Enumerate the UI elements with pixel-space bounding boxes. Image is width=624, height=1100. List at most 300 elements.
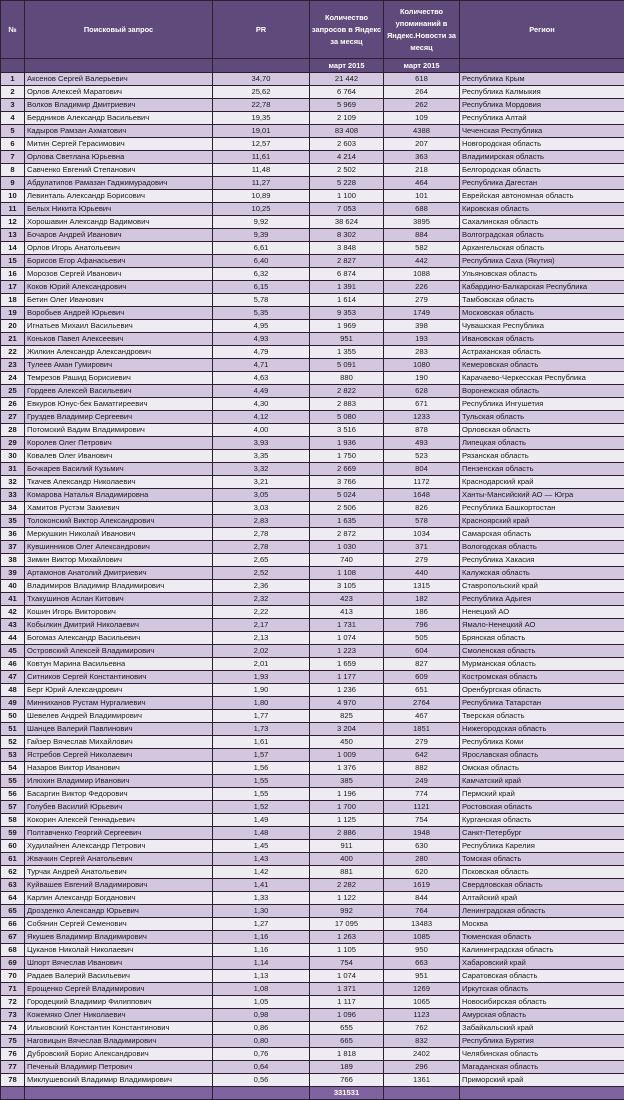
mentions-value: 1088 (384, 268, 460, 281)
mentions-value: 620 (384, 866, 460, 879)
row-number: 68 (1, 944, 25, 957)
row-number: 47 (1, 671, 25, 684)
query-name: Кожемяко Олег Николаевич (25, 1009, 213, 1022)
table-row (1, 138, 624, 151)
table-row (1, 697, 624, 710)
query-name: Худилайнен Александр Петрович (25, 840, 213, 853)
row-number: 44 (1, 632, 25, 645)
pr-value: 1,41 (213, 879, 310, 892)
region-name: Ханты-Мансийский АО — Югра (460, 489, 624, 502)
region-name: Республика Ингушетия (460, 398, 624, 411)
query-name: Басаргин Виктор Федорович (25, 788, 213, 801)
query-name: Тхакушинов Аслан Китович (25, 593, 213, 606)
requests-value: 2 827 (310, 255, 384, 268)
region-name: Омская область (460, 762, 624, 775)
query-name: Минниханов Рустам Нургалиевич (25, 697, 213, 710)
requests-value: 6 764 (310, 86, 384, 99)
mentions-value: 442 (384, 255, 460, 268)
requests-value: 5 228 (310, 177, 384, 190)
mentions-value: 1034 (384, 528, 460, 541)
table-row (1, 619, 624, 632)
query-name: Голубев Василий Юрьевич (25, 801, 213, 814)
query-name: Коков Юрий Александрович (25, 281, 213, 294)
region-name: Ярославская область (460, 749, 624, 762)
requests-value: 754 (310, 957, 384, 970)
requests-value: 2 502 (310, 164, 384, 177)
table-row (1, 333, 624, 346)
mentions-value: 878 (384, 424, 460, 437)
requests-value: 911 (310, 840, 384, 853)
requests-value: 880 (310, 372, 384, 385)
query-name: Островский Алексей Владимирович (25, 645, 213, 658)
pr-value: 1,57 (213, 749, 310, 762)
mentions-value: 1172 (384, 476, 460, 489)
mentions-value: 950 (384, 944, 460, 957)
region-name: Воронежская область (460, 385, 624, 398)
pr-value: 10,25 (213, 203, 310, 216)
table-row (1, 892, 624, 905)
requests-value: 825 (310, 710, 384, 723)
pr-value: 4,00 (213, 424, 310, 437)
row-number: 43 (1, 619, 25, 632)
requests-value: 2 883 (310, 398, 384, 411)
pr-value: 1,80 (213, 697, 310, 710)
region-name: Республика Калмыкия (460, 86, 624, 99)
table-row (1, 658, 624, 671)
region-name: Республика Адыгея (460, 593, 624, 606)
mentions-value: 262 (384, 99, 460, 112)
region-name: Красноярский край (460, 515, 624, 528)
requests-value: 1 236 (310, 684, 384, 697)
pr-value: 1,55 (213, 788, 310, 801)
row-number: 75 (1, 1035, 25, 1048)
requests-value: 1 122 (310, 892, 384, 905)
row-number: 65 (1, 905, 25, 918)
table-row (1, 788, 624, 801)
mentions-value: 764 (384, 905, 460, 918)
totals-empty (460, 1087, 624, 1100)
pr-value: 4,49 (213, 385, 310, 398)
mentions-value: 832 (384, 1035, 460, 1048)
region-name: Оренбургская область (460, 684, 624, 697)
row-number: 78 (1, 1074, 25, 1087)
region-name: Архангельская область (460, 242, 624, 255)
region-name: Республика Мордовия (460, 99, 624, 112)
requests-value: 1 263 (310, 931, 384, 944)
table-row (1, 255, 624, 268)
mentions-value: 264 (384, 86, 460, 99)
region-name: Чувашская Республика (460, 320, 624, 333)
period-empty (25, 59, 213, 73)
region-name: Новгородская область (460, 138, 624, 151)
table-row (1, 827, 624, 840)
query-name: Хамитов Рустэм Закиевич (25, 502, 213, 515)
row-number: 17 (1, 281, 25, 294)
mentions-value: 226 (384, 281, 460, 294)
region-name: Брянская область (460, 632, 624, 645)
pr-value: 1,52 (213, 801, 310, 814)
pr-value: 2,83 (213, 515, 310, 528)
row-number: 63 (1, 879, 25, 892)
pr-value: 9,92 (213, 216, 310, 229)
query-name: Бетин Олег Иванович (25, 294, 213, 307)
table-row (1, 801, 624, 814)
mentions-value: 467 (384, 710, 460, 723)
query-name: Белых Никита Юрьевич (25, 203, 213, 216)
table-row (1, 957, 624, 970)
mentions-period: март 2015 (384, 59, 460, 73)
mentions-value: 618 (384, 73, 460, 86)
row-number: 13 (1, 229, 25, 242)
pr-value: 2,78 (213, 541, 310, 554)
region-name: Владимирская область (460, 151, 624, 164)
region-name: Псковская область (460, 866, 624, 879)
requests-value: 1 635 (310, 515, 384, 528)
row-number: 49 (1, 697, 25, 710)
requests-value: 1 818 (310, 1048, 384, 1061)
query-name: Дрозденко Александр Юрьевич (25, 905, 213, 918)
row-number: 50 (1, 710, 25, 723)
region-name: Республика Татарстан (460, 697, 624, 710)
requests-value: 38 624 (310, 216, 384, 229)
table-row (1, 1074, 624, 1087)
query-name: Богомаз Александр Васильевич (25, 632, 213, 645)
mentions-value: 207 (384, 138, 460, 151)
query-name: Савченко Евгений Степанович (25, 164, 213, 177)
query-name: Орлова Светлана Юрьевна (25, 151, 213, 164)
mentions-value: 1851 (384, 723, 460, 736)
table-row (1, 632, 624, 645)
row-number: 69 (1, 957, 25, 970)
region-name: Чеченская Республика (460, 125, 624, 138)
mentions-value: 13483 (384, 918, 460, 931)
table-row (1, 385, 624, 398)
mentions-value: 109 (384, 112, 460, 125)
table-row (1, 710, 624, 723)
requests-value: 1 731 (310, 619, 384, 632)
totals-empty (213, 1087, 310, 1100)
table-row (1, 515, 624, 528)
pr-value: 12,57 (213, 138, 310, 151)
row-number: 41 (1, 593, 25, 606)
mentions-value: 1315 (384, 580, 460, 593)
query-name: Илюхин Владимир Иванович (25, 775, 213, 788)
requests-value: 1 371 (310, 983, 384, 996)
pr-value: 1,42 (213, 866, 310, 879)
table-row (1, 424, 624, 437)
table-row (1, 918, 624, 931)
mentions-value: 1121 (384, 801, 460, 814)
row-number: 39 (1, 567, 25, 580)
query-name: Владимиров Владимир Владимирович (25, 580, 213, 593)
row-number: 7 (1, 151, 25, 164)
requests-value: 3 204 (310, 723, 384, 736)
query-name: Королев Олег Петрович (25, 437, 213, 450)
mentions-value: 296 (384, 1061, 460, 1074)
table-row (1, 814, 624, 827)
requests-value: 5 080 (310, 411, 384, 424)
region-name: Рязанская область (460, 450, 624, 463)
row-number: 14 (1, 242, 25, 255)
pr-value: 4,95 (213, 320, 310, 333)
row-number: 35 (1, 515, 25, 528)
mentions-value: 283 (384, 346, 460, 359)
region-name: Хабаровский край (460, 957, 624, 970)
requests-value: 450 (310, 736, 384, 749)
mentions-value: 279 (384, 294, 460, 307)
row-number: 48 (1, 684, 25, 697)
row-number: 33 (1, 489, 25, 502)
query-name: Миклушевский Владимир Владимирович (25, 1074, 213, 1087)
region-name: Челябинская область (460, 1048, 624, 1061)
requests-value: 7 053 (310, 203, 384, 216)
pr-value: 1,61 (213, 736, 310, 749)
pr-value: 2,78 (213, 528, 310, 541)
requests-value: 665 (310, 1035, 384, 1048)
totals-empty (1, 1087, 25, 1100)
row-number: 46 (1, 658, 25, 671)
row-number: 31 (1, 463, 25, 476)
row-number: 57 (1, 801, 25, 814)
requests-value: 3 766 (310, 476, 384, 489)
table-row (1, 671, 624, 684)
table-row (1, 775, 624, 788)
table-row (1, 86, 624, 99)
requests-value: 1 936 (310, 437, 384, 450)
pr-value: 4,63 (213, 372, 310, 385)
requests-value: 5 091 (310, 359, 384, 372)
query-name: Дубровский Борис Александрович (25, 1048, 213, 1061)
requests-value: 1 117 (310, 996, 384, 1009)
requests-value: 1 614 (310, 294, 384, 307)
requests-value: 2 282 (310, 879, 384, 892)
query-name: Комарова Наталья Владимировна (25, 489, 213, 502)
table-row (1, 684, 624, 697)
pr-value: 25,62 (213, 86, 310, 99)
row-number: 76 (1, 1048, 25, 1061)
pr-value: 3,32 (213, 463, 310, 476)
row-number: 26 (1, 398, 25, 411)
table-row (1, 983, 624, 996)
table-row (1, 1048, 624, 1061)
mentions-value: 628 (384, 385, 460, 398)
row-number: 74 (1, 1022, 25, 1035)
row-number: 52 (1, 736, 25, 749)
row-number: 66 (1, 918, 25, 931)
region-name: Республика Хакасия (460, 554, 624, 567)
table-body (1, 73, 624, 1087)
table-row (1, 450, 624, 463)
pr-value: 2,17 (213, 619, 310, 632)
mentions-value: 190 (384, 372, 460, 385)
query-name: Бердников Александр Васильевич (25, 112, 213, 125)
mentions-value: 218 (384, 164, 460, 177)
mentions-value: 1648 (384, 489, 460, 502)
row-number: 15 (1, 255, 25, 268)
pr-value: 6,61 (213, 242, 310, 255)
mentions-value: 440 (384, 567, 460, 580)
mentions-value: 1619 (384, 879, 460, 892)
requests-value: 2 669 (310, 463, 384, 476)
region-name: Кемеровская область (460, 359, 624, 372)
row-number: 2 (1, 86, 25, 99)
region-name: Алтайский край (460, 892, 624, 905)
region-name: Мурманская область (460, 658, 624, 671)
query-name: Гайзер Вячеслав Михайлович (25, 736, 213, 749)
table-row (1, 593, 624, 606)
region-name: Астраханская область (460, 346, 624, 359)
mentions-value: 3895 (384, 216, 460, 229)
table-row (1, 294, 624, 307)
region-name: Томская область (460, 853, 624, 866)
query-name: Кувшинников Олег Александрович (25, 541, 213, 554)
query-name: Кобылкин Дмитрий Николаевич (25, 619, 213, 632)
query-name: Назаров Виктор Иванович (25, 762, 213, 775)
requests-value: 83 408 (310, 125, 384, 138)
requests-value: 1 659 (310, 658, 384, 671)
pr-value: 4,12 (213, 411, 310, 424)
table-row (1, 853, 624, 866)
header-requests: Количество запросов в Яндекс за месяц (310, 1, 384, 59)
mentions-value: 844 (384, 892, 460, 905)
query-name: Карлин Александр Богданович (25, 892, 213, 905)
pr-value: 3,03 (213, 502, 310, 515)
row-number: 11 (1, 203, 25, 216)
table-row (1, 476, 624, 489)
requests-value: 1 125 (310, 814, 384, 827)
pr-value: 3,05 (213, 489, 310, 502)
row-number: 8 (1, 164, 25, 177)
requests-value: 400 (310, 853, 384, 866)
query-name: Абдулатипов Рамазан Гаджимурадович (25, 177, 213, 190)
region-name: Москва (460, 918, 624, 931)
row-number: 4 (1, 112, 25, 125)
query-name: Аксенов Сергей Валерьевич (25, 73, 213, 86)
region-name: Костромская область (460, 671, 624, 684)
row-number: 22 (1, 346, 25, 359)
row-number: 18 (1, 294, 25, 307)
query-name: Орлов Игорь Анатольевич (25, 242, 213, 255)
region-name: Новосибирская область (460, 996, 624, 1009)
mentions-value: 280 (384, 853, 460, 866)
requests-value: 189 (310, 1061, 384, 1074)
row-number: 6 (1, 138, 25, 151)
header-num: № (1, 1, 25, 59)
period-empty (213, 59, 310, 73)
requests-value: 17 095 (310, 918, 384, 931)
row-number: 16 (1, 268, 25, 281)
table-row (1, 1035, 624, 1048)
requests-value: 1 105 (310, 944, 384, 957)
query-name: Орлов Алексей Маратович (25, 86, 213, 99)
header-mentions: Количество упоминаний в Яндекс.Новости за месяц (384, 1, 460, 59)
region-name: Республика Карелия (460, 840, 624, 853)
row-number: 30 (1, 450, 25, 463)
table-row (1, 73, 624, 86)
region-name: Орловская область (460, 424, 624, 437)
mentions-value: 398 (384, 320, 460, 333)
requests-value: 1 108 (310, 567, 384, 580)
pr-value: 19,01 (213, 125, 310, 138)
region-name: Карачаево-Черкесская Республика (460, 372, 624, 385)
region-name: Сахалинская область (460, 216, 624, 229)
row-number: 56 (1, 788, 25, 801)
pr-value: 1,45 (213, 840, 310, 853)
row-number: 59 (1, 827, 25, 840)
pr-value: 22,78 (213, 99, 310, 112)
requests-value: 413 (310, 606, 384, 619)
table-row (1, 970, 624, 983)
table-row (1, 905, 624, 918)
mentions-value: 951 (384, 970, 460, 983)
pr-value: 1,05 (213, 996, 310, 1009)
requests-value: 1 100 (310, 190, 384, 203)
requests-total: 331531 (310, 1087, 384, 1100)
query-name: Берг Юрий Александрович (25, 684, 213, 697)
mentions-value: 101 (384, 190, 460, 203)
table-row (1, 749, 624, 762)
region-name: Краснодарский край (460, 476, 624, 489)
pr-value: 6,40 (213, 255, 310, 268)
row-number: 58 (1, 814, 25, 827)
pr-value: 3,21 (213, 476, 310, 489)
region-name: Приморский край (460, 1074, 624, 1087)
query-name: Бочаров Андрей Иванович (25, 229, 213, 242)
pr-value: 19,35 (213, 112, 310, 125)
mentions-value: 630 (384, 840, 460, 853)
region-name: Магаданская область (460, 1061, 624, 1074)
row-number: 64 (1, 892, 25, 905)
pr-value: 10,89 (213, 190, 310, 203)
mentions-value: 4388 (384, 125, 460, 138)
totals-empty (25, 1087, 213, 1100)
mentions-value: 663 (384, 957, 460, 970)
row-number: 37 (1, 541, 25, 554)
mentions-value: 1080 (384, 359, 460, 372)
table-row (1, 931, 624, 944)
pr-value: 1,14 (213, 957, 310, 970)
region-name: Калининградская область (460, 944, 624, 957)
row-number: 1 (1, 73, 25, 86)
requests-value: 5 024 (310, 489, 384, 502)
query-name: Шпорт Вячеслав Иванович (25, 957, 213, 970)
table-row (1, 996, 624, 1009)
header-region: Регион (460, 1, 624, 59)
row-number: 51 (1, 723, 25, 736)
pr-value: 1,08 (213, 983, 310, 996)
query-name: Артамонов Анатолий Дмитриевич (25, 567, 213, 580)
mentions-value: 804 (384, 463, 460, 476)
pr-value: 1,93 (213, 671, 310, 684)
pr-value: 1,55 (213, 775, 310, 788)
pr-value: 3,93 (213, 437, 310, 450)
requests-value: 8 302 (310, 229, 384, 242)
table-row (1, 411, 624, 424)
mentions-value: 2764 (384, 697, 460, 710)
mentions-value: 796 (384, 619, 460, 632)
row-number: 32 (1, 476, 25, 489)
pr-value: 4,79 (213, 346, 310, 359)
region-name: Волгоградская область (460, 229, 624, 242)
query-name: Куйвашев Евгений Владимирович (25, 879, 213, 892)
row-number: 20 (1, 320, 25, 333)
query-name: Ткачев Александр Николаевич (25, 476, 213, 489)
row-number: 21 (1, 333, 25, 346)
table-row (1, 242, 624, 255)
requests-value: 2 886 (310, 827, 384, 840)
region-name: Смоленская область (460, 645, 624, 658)
row-number: 12 (1, 216, 25, 229)
